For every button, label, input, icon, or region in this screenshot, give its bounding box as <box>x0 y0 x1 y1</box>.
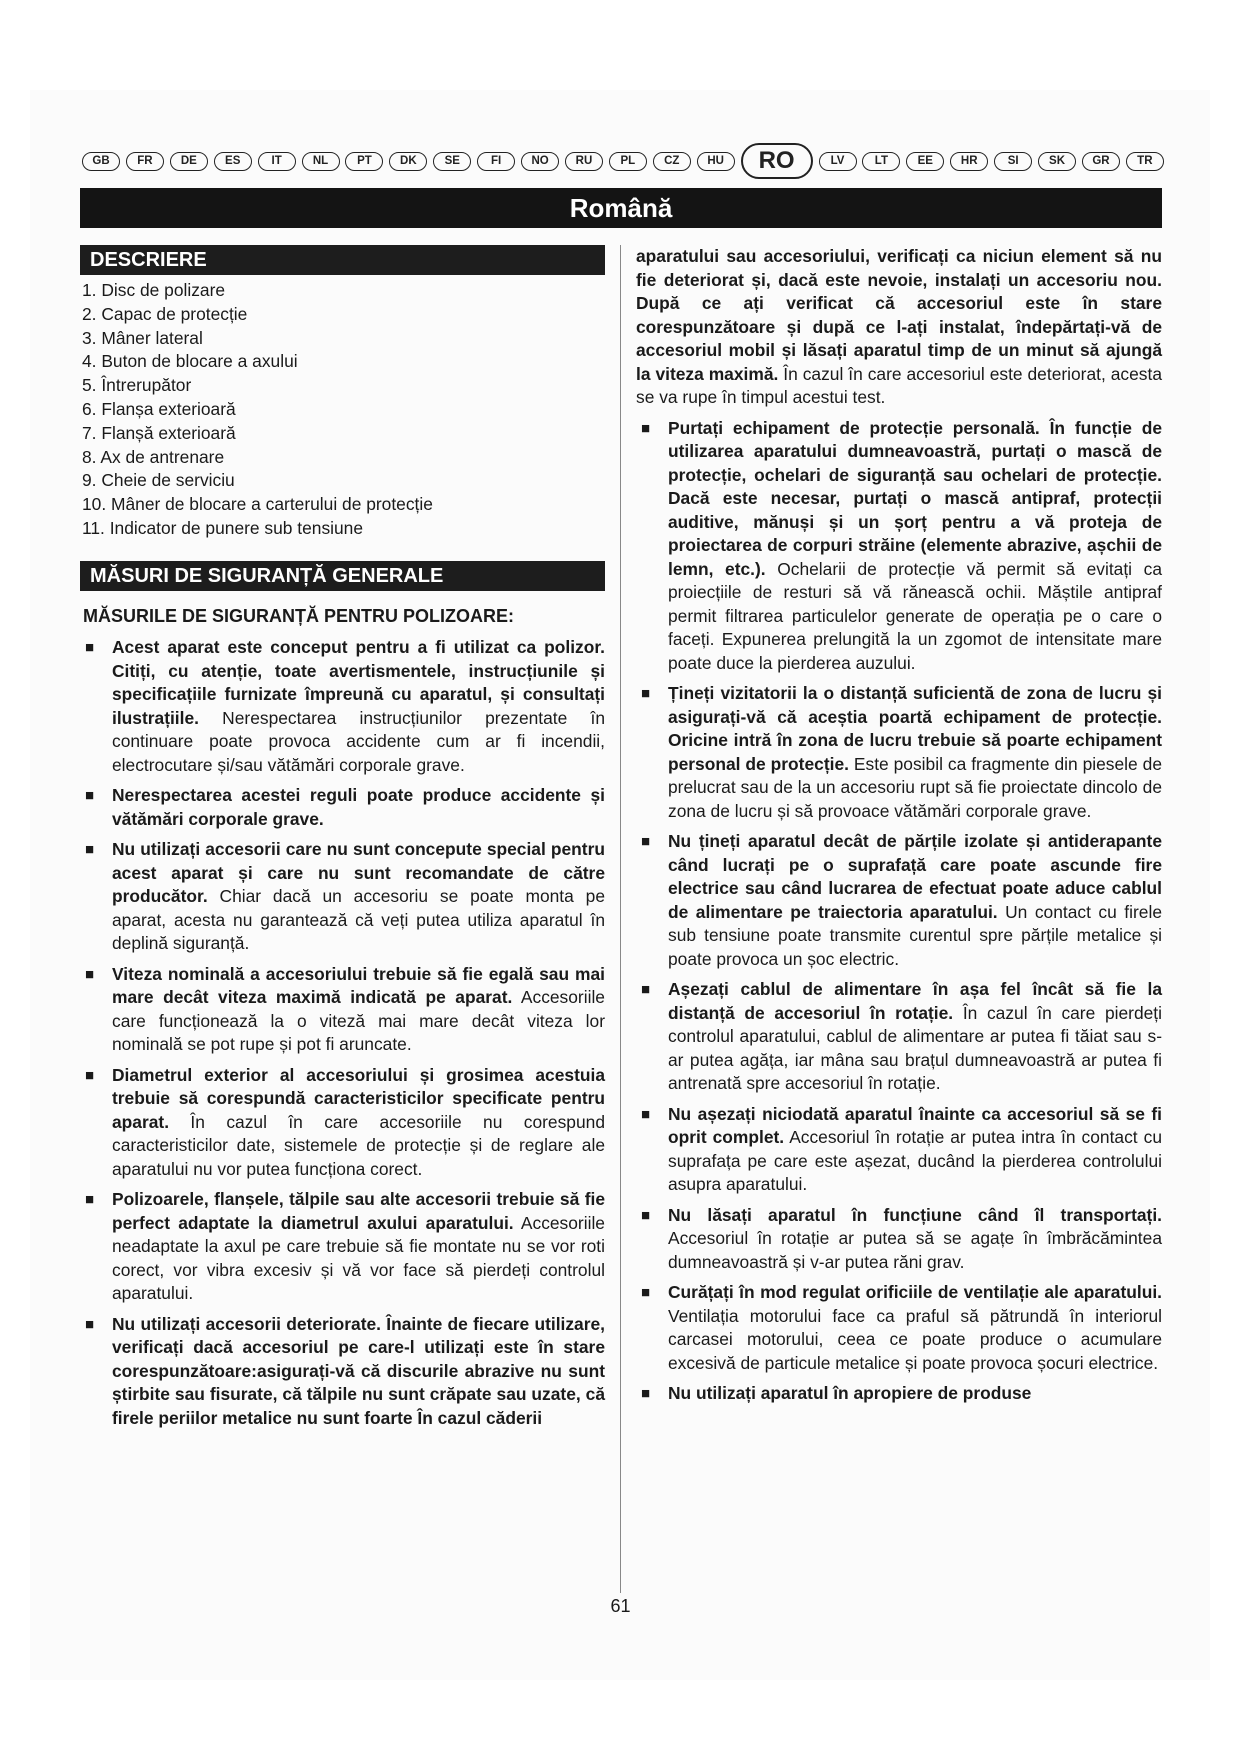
language-tab-si[interactable]: SI <box>994 152 1032 171</box>
safety-item-normal: În cazul în care pierdeți controlul aparatului, cablul de alimentare ar putea fi tăiat sau s-ar putea agăța, iar mâna sau brațul dumneavoastră ar putea fi antrenată spre accesoriul în rotație. <box>668 1002 1162 1093</box>
language-tab-ru[interactable]: RU <box>565 152 603 171</box>
safety-item-normal: Chiar dacă un accesoriu se poate monta pe aparat, acesta nu garantează că veți putea utiliza aparatul în deplină siguranță. <box>112 886 605 954</box>
square-bullet-icon: ■ <box>85 639 95 657</box>
safety-item-text <box>112 1064 605 1182</box>
continued-paragraph <box>636 245 1162 410</box>
right-safety-items <box>636 417 1162 1406</box>
safety-item-text <box>668 1103 1162 1197</box>
safety-item-normal: Ochelarii de protecție vă permit să evitați ca proiecțiile de resturi să vă rănească ochii. Măștile antipraf permit filtrarea particulelor generate de operația pe o care o faceți. Expunerea prelungită la un zgomot de intensitate mare poate duce la pierderea auzului. <box>668 558 1162 673</box>
language-tabs <box>82 144 1164 178</box>
language-tab-es[interactable]: ES <box>214 152 252 171</box>
safety-item-bold: Nu utilizați accesorii deteriorate. Înainte de fiecare utilizare, verificați dacă accesoriul pe care-l utilizați este în stare corespunzătoare:asigurați-vă că discurile abrazive nu sunt știrbite sau fisurate, că tălpile nu sunt crăpate sau uzate, că firele periilor metalice nu sunt foarte În cazul căderii <box>112 1313 605 1428</box>
language-tab-hu[interactable]: HU <box>697 152 735 171</box>
language-tab-gr[interactable]: GR <box>1082 152 1120 171</box>
description-item: 3. Mâner lateral <box>82 327 203 348</box>
safety-item-normal: Este posibil ca fragmente din piesele de prelucrat sau de la un accesoriu rupt să fie proiectate dincolo de zona de lucru și să provoace vătămări corporale grave. <box>668 753 1162 821</box>
description-item: 10. Mâner de blocare a carterului de protecție <box>82 494 433 515</box>
section-heading-masuri: MĂSURI DE SIGURANȚĂ GENERALE <box>80 561 605 591</box>
language-tab-pt[interactable]: PT <box>345 152 383 171</box>
language-title-banner <box>80 188 1162 228</box>
language-tab-hr[interactable]: HR <box>950 152 988 171</box>
square-bullet-icon: ■ <box>641 1105 651 1123</box>
column-divider <box>620 245 621 1593</box>
language-tab-no[interactable]: NO <box>521 152 559 171</box>
safety-item <box>80 963 605 1057</box>
section-heading-descriere: DESCRIERE <box>80 245 605 275</box>
language-tab-de[interactable]: DE <box>170 152 208 171</box>
page-title: Română <box>569 192 673 223</box>
safety-item-text <box>668 417 1162 676</box>
square-bullet-icon: ■ <box>85 1066 95 1084</box>
language-tab-sk[interactable]: SK <box>1038 152 1076 171</box>
safety-item-normal: Accesoriile care funcționează la o viteză mai mare decât viteza lor nominală se pot rupe și pot fi aruncate. <box>112 987 605 1055</box>
safety-item-text <box>112 636 605 777</box>
safety-item-bold: Nu utilizați aparatul în apropiere de produse <box>668 1383 1032 1403</box>
safety-item-bold: Nu utilizați accesorii care nu sunt concepute special pentru acest aparat și care nu sunt recomandate de către producător. <box>112 839 605 907</box>
safety-item-normal: Accesoriul în rotație ar putea să se agațe în îmbrăcămintea dumneavoastră și v-ar putea răni grav. <box>668 1228 1162 1272</box>
safety-item <box>636 1281 1162 1375</box>
safety-item-text <box>112 784 605 831</box>
safety-item-text <box>668 1204 1162 1275</box>
language-tab-se[interactable]: SE <box>433 152 471 171</box>
description-item: 2. Capac de protecție <box>82 303 248 324</box>
safety-item <box>80 636 605 777</box>
language-tab-ee[interactable]: EE <box>906 152 944 171</box>
language-tab-cz[interactable]: CZ <box>653 152 691 171</box>
language-tab-ro[interactable]: RO <box>741 143 813 179</box>
safety-item-normal: Nerespectarea instrucțiunilor prezentate în continuare poate provoca accidente cum ar fi incendii, electrocutare și/sau vătămări corporale grave. <box>112 707 605 775</box>
safety-item-normal: În cazul în care accesoriile nu corespund caracteristicilor date, sistemele de protecție și de reglare ale aparatului nu vor putea funcționa corect. <box>112 1111 605 1179</box>
safety-item-bold: Nu așezați niciodată aparatul înainte ca accesoriul să se fi oprit complet. <box>668 1103 1162 1147</box>
safety-item-text <box>668 830 1162 971</box>
safety-item <box>636 1204 1162 1275</box>
safety-item-bold: Așezați cablul de alimentare în așa fel încât să fie la distanță de accesoriul în rotație. <box>668 979 1162 1023</box>
language-tab-it[interactable]: IT <box>258 152 296 171</box>
square-bullet-icon: ■ <box>641 833 651 850</box>
language-tab-gb[interactable]: GB <box>82 152 120 171</box>
square-bullet-icon: ■ <box>641 981 651 998</box>
safety-item-bold: Curățați în mod regulat orificiile de ventilație ale aparatului. <box>668 1282 1162 1302</box>
language-tab-lt[interactable]: LT <box>862 152 900 171</box>
safety-item-bold: Nu țineți aparatul decât de părțile izolate și antiderapante când lucrați pe o suprafață care poate ascunde fire electrice sau când lucrarea de efectuat poate aduce cablul de alimentare pe traiectoria aparatului. <box>668 831 1162 922</box>
safety-item-normal: Ventilația motorului face ca praful să pătrundă în interiorul carcasei motorului, ceea ce poate produce o acumulare excesivă de particule metalice și poate provoca șocuri electrice. <box>668 1305 1162 1373</box>
description-item: 11. Indicator de punere sub tensiune <box>82 517 364 538</box>
right-column <box>636 245 1162 1413</box>
language-tab-dk[interactable]: DK <box>389 152 427 171</box>
safety-item-normal: Accesoriul în rotație ar putea intra în contact cu suprafața pe care este așezat, ducând la pierderea controlului asupra aparatului. <box>668 1127 1162 1194</box>
safety-item <box>636 682 1162 823</box>
page-number: 61 <box>610 1596 631 1616</box>
subheading-polizoare: MĂSURILE DE SIGURANȚĂ PENTRU POLIZOARE: <box>83 605 515 626</box>
safety-item-bold: Viteza nominală a accesoriului trebuie să fie egală sau mai mare decât viteza maximă indicată pe aparat. <box>112 963 605 1008</box>
safety-item <box>80 784 605 831</box>
language-tab-tr[interactable]: TR <box>1126 152 1164 171</box>
description-item: 9. Cheie de serviciu <box>82 470 235 491</box>
language-tab-nl[interactable]: NL <box>302 152 340 171</box>
safety-item-bold: Polizoarele, flanșele, tălpile sau alte accesorii trebuie să fie perfect adaptate la diametrul axului aparatului. <box>112 1189 605 1233</box>
safety-item-text <box>112 1188 605 1306</box>
description-item: 1. Disc de polizare <box>82 280 226 300</box>
square-bullet-icon: ■ <box>85 841 95 859</box>
language-tab-pl[interactable]: PL <box>609 152 647 171</box>
safety-item <box>80 1313 605 1431</box>
safety-item-text <box>668 1281 1162 1375</box>
safety-item-text <box>668 1382 1162 1406</box>
square-bullet-icon: ■ <box>85 965 95 983</box>
safety-item <box>80 838 605 956</box>
square-bullet-icon: ■ <box>641 1206 651 1224</box>
safety-item-bold: Purtați echipament de protecție personală. În funcție de utilizarea aparatului dumneavoastră, purtați o mască de protecție, ochelari de siguranță sau ochelari de protecție. Dacă este necesar, purtați o mască antipraf, protecții auditive, mănuși și un șorț pentru a vă proteja de proiectarea de corpuri străine (elemente abrazive, așchii de lemn, etc.). <box>668 417 1162 579</box>
description-item: 6. Flanșa exterioară <box>82 398 236 419</box>
safety-item <box>636 1382 1162 1406</box>
square-bullet-icon: ■ <box>85 787 95 805</box>
safety-item <box>636 1103 1162 1197</box>
language-tab-lv[interactable]: LV <box>819 152 857 171</box>
square-bullet-icon: ■ <box>85 1191 95 1209</box>
safety-item <box>636 417 1162 676</box>
square-bullet-icon: ■ <box>85 1315 95 1333</box>
description-item: 4. Buton de blocare a axului <box>82 351 298 372</box>
safety-item-normal: Accesoriile neadaptate la axul pe care trebuie să fie montate nu se vor roti corect, vor vibra excesiv și vă vor face să pierdeți controlul aparatului. <box>112 1212 605 1304</box>
continued-bold: aparatului sau accesoriului, verificați ca niciun element să nu fie deteriorat și, dacă este nevoie, instalați un accesoriu nou. După ce ați verificat că accesoriul este în stare corespunzătoare și după ce l-ați instalat, îndepărtați-vă de accesoriul mobil și lăsați aparatul timp de un minut să ajungă la viteza maximă. <box>636 246 1162 384</box>
safety-item-text <box>112 1313 605 1431</box>
safety-item-bold: Acest aparat este conceput pentru a fi utilizat ca polizor. Citiți, cu atenție, toate avertismentele, instrucțiunile și specificațiile furnizate împreună cu aparatul, și consultați ilustrațiile. <box>112 637 605 728</box>
left-safety-items <box>80 636 605 1430</box>
description-item: 7. Flanșă exterioară <box>82 422 236 443</box>
description-list <box>80 279 605 541</box>
square-bullet-icon: ■ <box>641 1284 651 1301</box>
safety-item <box>80 1188 605 1306</box>
language-tab-fi[interactable]: FI <box>477 152 515 171</box>
square-bullet-icon: ■ <box>641 685 651 702</box>
safety-item-text <box>112 838 605 956</box>
language-tab-fr[interactable]: FR <box>126 152 164 171</box>
continued-normal: În cazul în care accesoriul este deteriorat, acesta se va rupe în timpul acestui test. <box>636 363 1162 407</box>
square-bullet-icon: ■ <box>641 1385 651 1402</box>
safety-item-normal: Un contact cu firele sub tensiune poate transmite curentul spre părțile metalice și poate provoca un șoc electric. <box>668 901 1162 969</box>
safety-item-bold: Nerespectarea acestei reguli poate produce accidente și vătămări corporale grave. <box>112 785 605 829</box>
safety-item <box>636 830 1162 971</box>
safety-item-bold: Țineți vizitatorii la o distanță suficientă de zona de lucru și asigurați-vă că aceștia poartă echipament de protecție. Oricine intră în zona de lucru trebuie să poarte echipament personal de protecție. <box>668 683 1162 774</box>
left-column <box>80 245 605 1437</box>
safety-item <box>80 1064 605 1182</box>
safety-item-bold: Nu lăsați aparatul în funcțiune când îl transportați. <box>668 1204 1162 1225</box>
square-bullet-icon: ■ <box>641 419 651 437</box>
safety-item-text <box>668 682 1162 823</box>
safety-item <box>636 978 1162 1096</box>
description-item: 8. Ax de antrenare <box>82 446 225 467</box>
safety-item-text <box>112 963 605 1057</box>
safety-item-text <box>668 978 1162 1096</box>
description-item: 5. Întrerupător <box>82 375 192 396</box>
safety-item-bold: Diametrul exterior al accesoriului și grosimea acestuia trebuie să corespundă caracteristicilor specificate pentru aparat. <box>112 1064 605 1132</box>
